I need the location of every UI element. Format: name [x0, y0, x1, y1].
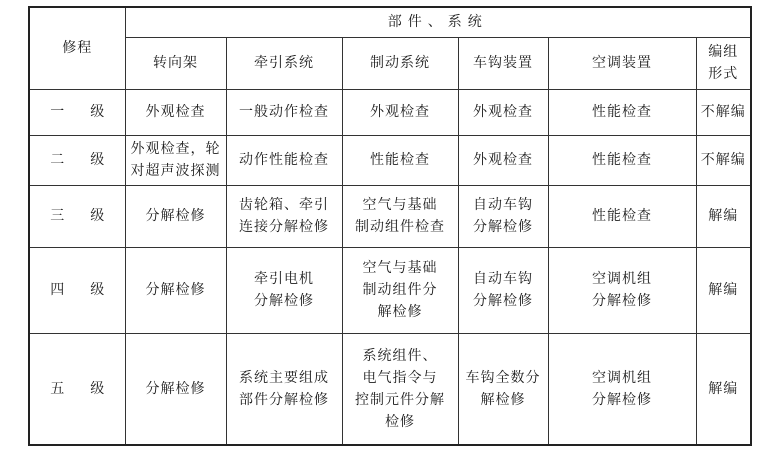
cell-text-line: 车钩全数分 [465, 369, 541, 386]
cell-coupler [458, 89, 548, 135]
cell-text-line: 分解检修 [473, 293, 533, 309]
maintenance-table-container [28, 6, 752, 446]
cell-traction [226, 247, 342, 333]
level-suffix: 级 [90, 104, 105, 120]
cell-ac [548, 247, 696, 333]
level-number: 三 [50, 208, 65, 224]
cell-text-line: 外观检查，轮 [130, 141, 221, 157]
cell-text-line: 齿轮箱、牵引 [239, 197, 329, 213]
cell-text-line: 外观检查 [370, 104, 430, 120]
cell-coupler [458, 135, 548, 185]
level-suffix: 级 [90, 152, 105, 168]
cell-traction [226, 135, 342, 185]
cell-coupler [458, 247, 548, 333]
cell-text-line: 系统组件、 [362, 347, 438, 364]
cell-text-line: 分解检修 [145, 282, 206, 298]
cell-formation: 解编 [696, 185, 751, 247]
header-parts-group: 部件、系统 [125, 7, 751, 37]
level-cell [29, 185, 125, 247]
cell-coupler [458, 333, 548, 445]
cell-text-line: 分解检修 [592, 391, 652, 408]
cell-text-line: 性能检查 [592, 104, 652, 120]
cell-text-line: 性能检查 [370, 152, 430, 168]
cell-text-line: 空气与基础 [362, 197, 438, 213]
cell-text-line: 空调机组 [592, 271, 652, 287]
header-row-top [29, 7, 751, 37]
header-row-columns [29, 37, 751, 89]
table-row [29, 247, 751, 333]
cell-text-line: 外观检查 [473, 104, 533, 120]
level-number: 二 [50, 152, 65, 168]
cell-text-line: 分解检修 [145, 208, 206, 224]
level-suffix: 级 [90, 208, 105, 224]
level-cell [29, 333, 125, 445]
cell-text-line: 性能检查 [592, 152, 652, 168]
header-col-ac: 空调装置 [548, 37, 696, 89]
table-body [29, 89, 751, 445]
maintenance-level-table [28, 6, 752, 446]
table-row [29, 333, 751, 445]
cell-ac [548, 89, 696, 135]
cell-bogie [125, 89, 226, 135]
cell-formation: 解编 [696, 333, 751, 445]
cell-bogie [125, 333, 226, 445]
table-row [29, 89, 751, 135]
cell-text-line: 系统主要组成 [239, 369, 329, 386]
cell-coupler [458, 185, 548, 247]
cell-traction [226, 333, 342, 445]
cell-text-line: 性能检查 [592, 208, 652, 224]
cell-brake [342, 135, 458, 185]
cell-text-line: 部件分解检修 [239, 391, 329, 408]
level-number: 五 [50, 380, 65, 397]
cell-traction [226, 89, 342, 135]
cell-text-line: 自动车钩 [473, 271, 533, 287]
cell-text-line: 电气指令与 [362, 369, 438, 386]
cell-text-line: 分解检修 [473, 219, 533, 235]
cell-text-line: 控制元件分解 [355, 391, 445, 408]
cell-text-line: 分解检修 [145, 380, 206, 397]
cell-brake [342, 333, 458, 445]
level-number: 四 [50, 282, 65, 298]
cell-bogie [125, 185, 226, 247]
cell-ac [548, 333, 696, 445]
cell-text-line: 自动车钩 [473, 197, 533, 213]
cell-formation: 不解编 [696, 135, 751, 185]
cell-text-line: 解检修 [377, 304, 423, 320]
cell-ac [548, 135, 696, 185]
cell-text-line: 制动组件检查 [355, 219, 445, 235]
cell-formation: 解编 [696, 247, 751, 333]
table-row [29, 185, 751, 247]
cell-ac [548, 185, 696, 247]
cell-formation: 不解编 [696, 89, 751, 135]
level-suffix: 级 [90, 380, 105, 397]
cell-text-line: 分解检修 [592, 293, 652, 309]
header-col-bogie: 转向架 [125, 37, 226, 89]
level-cell [29, 89, 125, 135]
cell-text-line: 牵引电机 [254, 271, 314, 287]
header-repair-range: 修程 [29, 7, 125, 89]
level-cell [29, 247, 125, 333]
cell-text-line: 连接分解检修 [239, 219, 329, 235]
cell-text-line: 一般动作检查 [239, 104, 329, 120]
header-col-traction: 牵引系统 [226, 37, 342, 89]
cell-brake [342, 89, 458, 135]
cell-text-line: 解检修 [480, 391, 526, 408]
header-col-coupler: 车钩装置 [458, 37, 548, 89]
header-col-formation [696, 37, 751, 89]
cell-text-line: 检修 [385, 413, 415, 430]
cell-text-line: 动作性能检查 [239, 152, 329, 168]
cell-text-line: 外观检查 [473, 152, 533, 168]
cell-text-line: 空气与基础 [362, 260, 438, 276]
header-col-brake: 制动系统 [342, 37, 458, 89]
cell-text-line: 分解检修 [254, 293, 314, 309]
cell-text-line: 空调机组 [592, 369, 652, 386]
level-cell [29, 135, 125, 185]
cell-text-line: 制动组件分 [362, 282, 438, 298]
cell-traction [226, 185, 342, 247]
cell-brake [342, 185, 458, 247]
table-row [29, 135, 751, 185]
header-formation-line1: 编组 [708, 44, 739, 60]
level-number: 一 [50, 104, 65, 120]
level-suffix: 级 [90, 282, 105, 298]
cell-brake [342, 247, 458, 333]
cell-text-line: 外观检查 [145, 104, 206, 120]
cell-bogie [125, 135, 226, 185]
header-formation-line2: 形式 [708, 66, 739, 82]
cell-text-line: 对超声波探测 [130, 163, 221, 179]
cell-bogie [125, 247, 226, 333]
